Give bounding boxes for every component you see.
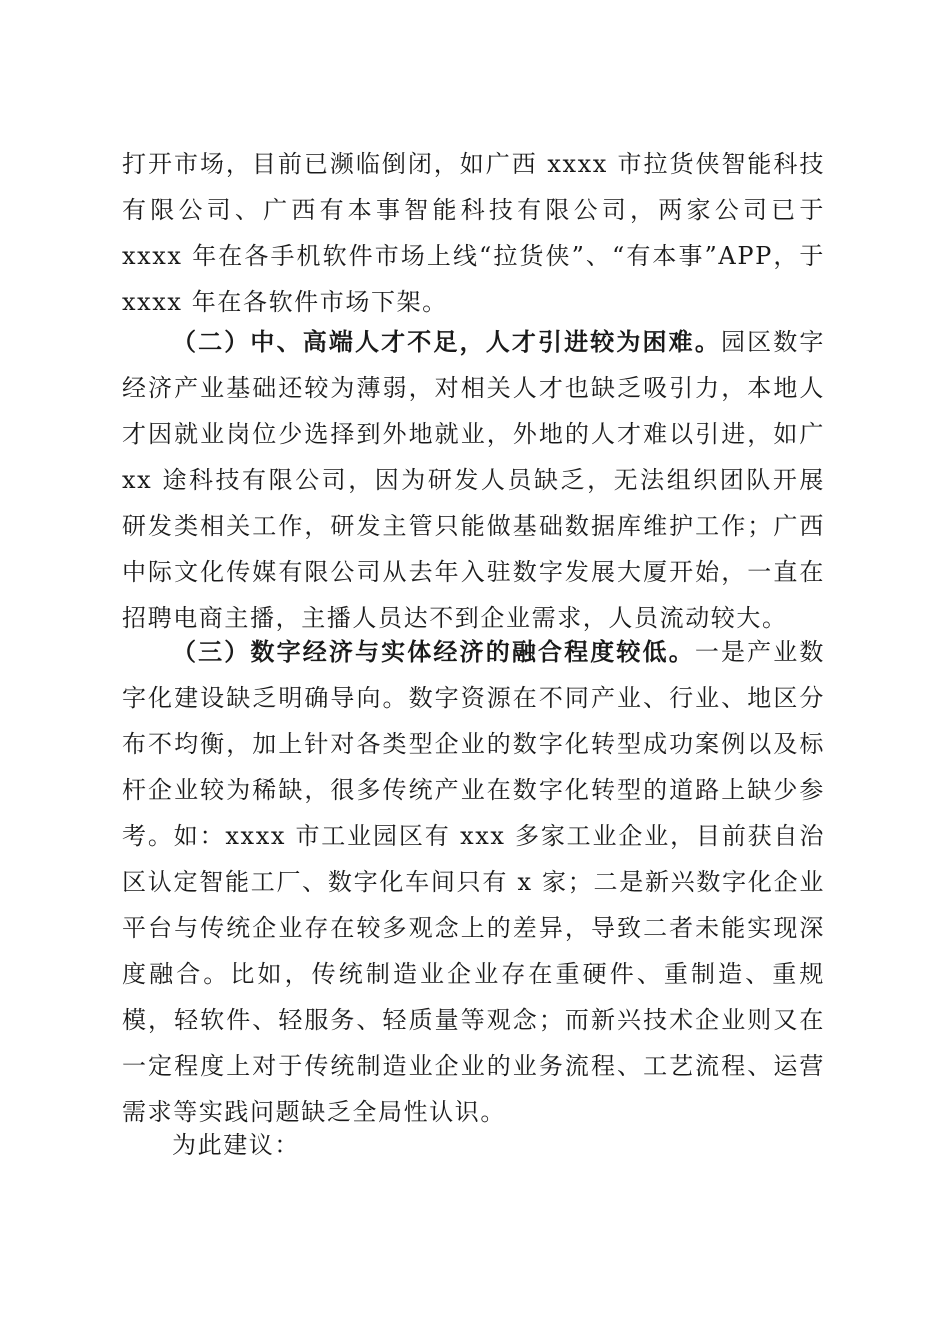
paragraph-suggestion — [122, 1122, 825, 1168]
section-heading-three: （三）数字经济与实体经济的融合程度较低。 — [172, 637, 695, 666]
paragraph-talent — [122, 319, 825, 641]
suggestion-lead: 为此建议： — [172, 1131, 300, 1159]
paragraph-text: 园区数字经济产业基础还较为薄弱，对相关人才也缺乏吸引力，本地人才因就业岗位少选择到外地就业，外地的人才难以引进，如广 xx 途科技有限公司，因为研发人员缺乏，无法组织团队开展研发类相关工作，研发主管只能做基础数据库维护工作；广西中际文化传媒有限公司从去年入驻数字发展大厦开始，一直在招聘电商主播，主播人员达不到企业需求，人员流动较大。 — [122, 328, 825, 632]
paragraph-text: 一是产业数字化建设缺乏明确导向。数字资源在不同产业、行业、地区分布不均衡，加上针对各类型企业的数字化转型成功案例以及标杆企业较为稀缺，很多传统产业在数字化转型的道路上缺少参考。如：xxxx 市工业园区有 xxx 多家工业企业，目前获自治区认定智能工厂、数字化车间只有 x 家；二是新兴数字化企业平台与传统企业存在较多观念上的差异，导致二者未能实现深度融合。比如，传统制造业企业存在重硬件、重制造、重规模，轻软件、轻服务、轻质量等观念；而新兴技术企业则又在一定程度上对于传统制造业企业的业务流程、工艺流程、运营需求等实践问题缺乏全局性认识。 — [122, 638, 826, 1126]
paragraph-text: 打开市场，目前已濒临倒闭，如广西 xxxx 市拉货侠智能科技有限公司、广西有本事智能科技有限公司，两家公司已于 xxxx 年在各手机软件市场上线“拉货侠”、“有本事”APP，于 xxxx 年在各软件市场下架。 — [122, 150, 825, 316]
paragraph-integration — [122, 629, 825, 1135]
paragraph-continuation — [122, 141, 825, 325]
section-heading-two: （二）中、高端人才不足，人才引进较为困难。 — [172, 327, 721, 356]
